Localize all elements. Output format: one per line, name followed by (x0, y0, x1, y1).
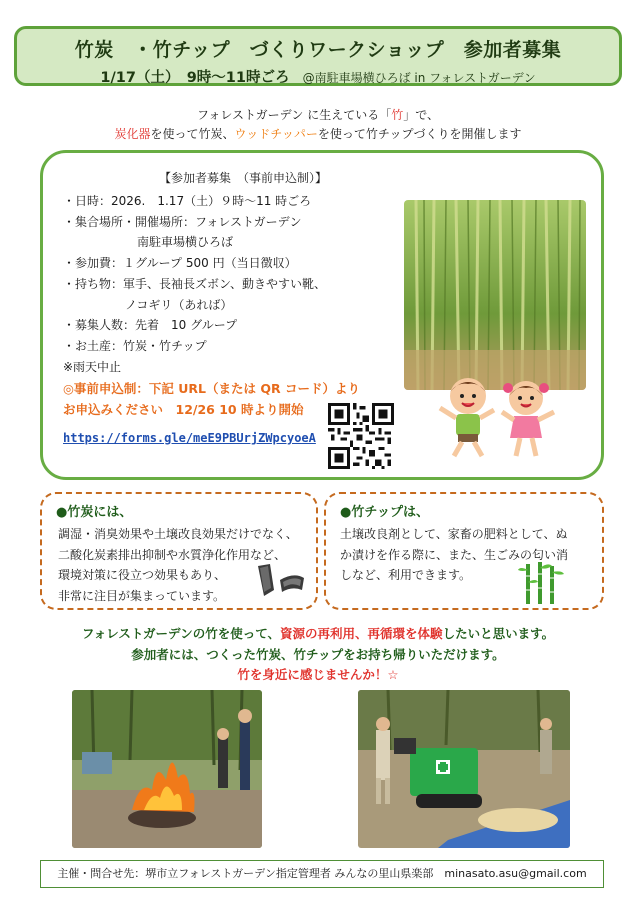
closing-line-2: 参加者には、つくった竹炭、竹チップをお持ち帰りいただけます。 (131, 646, 505, 662)
charcoal-pieces-icon (254, 560, 308, 600)
bamboo-charcoal-note (40, 492, 318, 610)
info-item: ノコギリ（あれば） (125, 297, 233, 312)
info-list (63, 191, 326, 377)
charcoal-note-line: 非常に注目が集まっています。 (58, 588, 226, 603)
info-item: ・募集人数：先着 10 グループ (63, 318, 238, 333)
apply-line-1: ◎事前申込制：下記 URL（または QR コード）より (63, 381, 360, 396)
chip-note-heading: ●竹チップは、 (340, 505, 429, 520)
info-item: ・持ち物：軍手、長袖長ズボン、動きやすい靴、 (63, 276, 327, 291)
intro-text (0, 106, 636, 144)
bamboo-forest-photo (404, 200, 586, 390)
chip-note-line: 土壌改良剤として、家畜の肥料として、ぬ (340, 527, 568, 541)
event-datetime (17, 66, 619, 87)
qr-code-icon[interactable] (328, 403, 394, 469)
info-item: ・参加費：１グループ 500 円（当日徴収） (63, 256, 297, 271)
charcoal-note-line: 二酸化炭素排出抑制や水質浄化作用など、 (58, 547, 287, 562)
info-heading: 【参加者募集 （事前申込制）】 (158, 171, 327, 185)
charcoal-note-line: 調湿・消臭効果や土壌改良効果だけでなく、 (58, 527, 298, 541)
closing-line-3: 竹を身近に感じませんか！☆ (237, 667, 399, 682)
closing-line-1 (0, 624, 636, 645)
info-item: ・お土産：竹炭・竹チップ (63, 338, 207, 353)
intro-kiln-word: 炭化器 (114, 127, 151, 141)
closing-highlight: 資源の再利用、再循環を体験 (280, 626, 443, 641)
event-location: @南駐車場横ひろば in フォレストガーデン (302, 71, 536, 85)
apply-instructions (63, 378, 360, 420)
title-banner (14, 26, 622, 86)
intro-line-1 (0, 106, 636, 125)
intro-line-2-part-b: を使って竹チップづくりを開催します (317, 127, 522, 141)
event-date-time: 1/17（土） 9時〜11時ごろ (100, 70, 290, 86)
intro-line-1-part-b: 」で、 (403, 108, 440, 122)
info-item: ※雨天中止 (63, 359, 122, 374)
info-item: 南駐車場横ひろば (137, 235, 234, 250)
signup-form-link[interactable]: https://forms.gle/meE9PBUrjZWpcyoeA (63, 431, 316, 445)
info-item: ・日時：2026. 1.17（土）９時〜11 時ごろ (63, 194, 312, 208)
charcoal-burning-photo (72, 690, 262, 848)
intro-line-2 (0, 125, 636, 144)
bamboo-chip-note (324, 492, 604, 610)
page-title: 竹炭 ・竹チップ づくりワークショップ 参加者募集 (74, 39, 562, 61)
closing-message (0, 624, 636, 686)
charcoal-note-heading: ●竹炭には、 (56, 505, 133, 520)
children-illustration (432, 372, 562, 462)
intro-bamboo-word: 竹 (391, 108, 404, 122)
info-item: ・集合場所・開催場所：フォレストガーデン (63, 214, 302, 229)
bamboo-icon (518, 560, 566, 604)
intro-line-1-part-a: フォレストガーデン に生えている「 (196, 108, 392, 122)
wood-chipper-photo (358, 690, 570, 848)
intro-chipper-word: ウッドチッパー (234, 127, 318, 141)
chip-note-line: か漬けを作る際に、また、生ごみの匂い消 (340, 547, 569, 562)
charcoal-note-line: 環境対策に役立つ効果もあり、 (58, 568, 227, 582)
closing-line-1-part-a: フォレストガーデンの竹を使って、 (81, 626, 281, 641)
closing-line-1-part-b: したいと思います。 (442, 626, 555, 641)
apply-line-2: お申込みください 12/26 10 時より開始 (63, 402, 304, 417)
chip-note-line: しなど、利用できます。 (340, 568, 472, 582)
intro-line-2-part-a: を使って竹炭、 (150, 127, 235, 141)
organizer-contact: 主催・問合せ先：堺市立フォレストガーデン指定管理者 みんなの里山県楽部 minasato.asu@gmail.com (40, 860, 604, 888)
